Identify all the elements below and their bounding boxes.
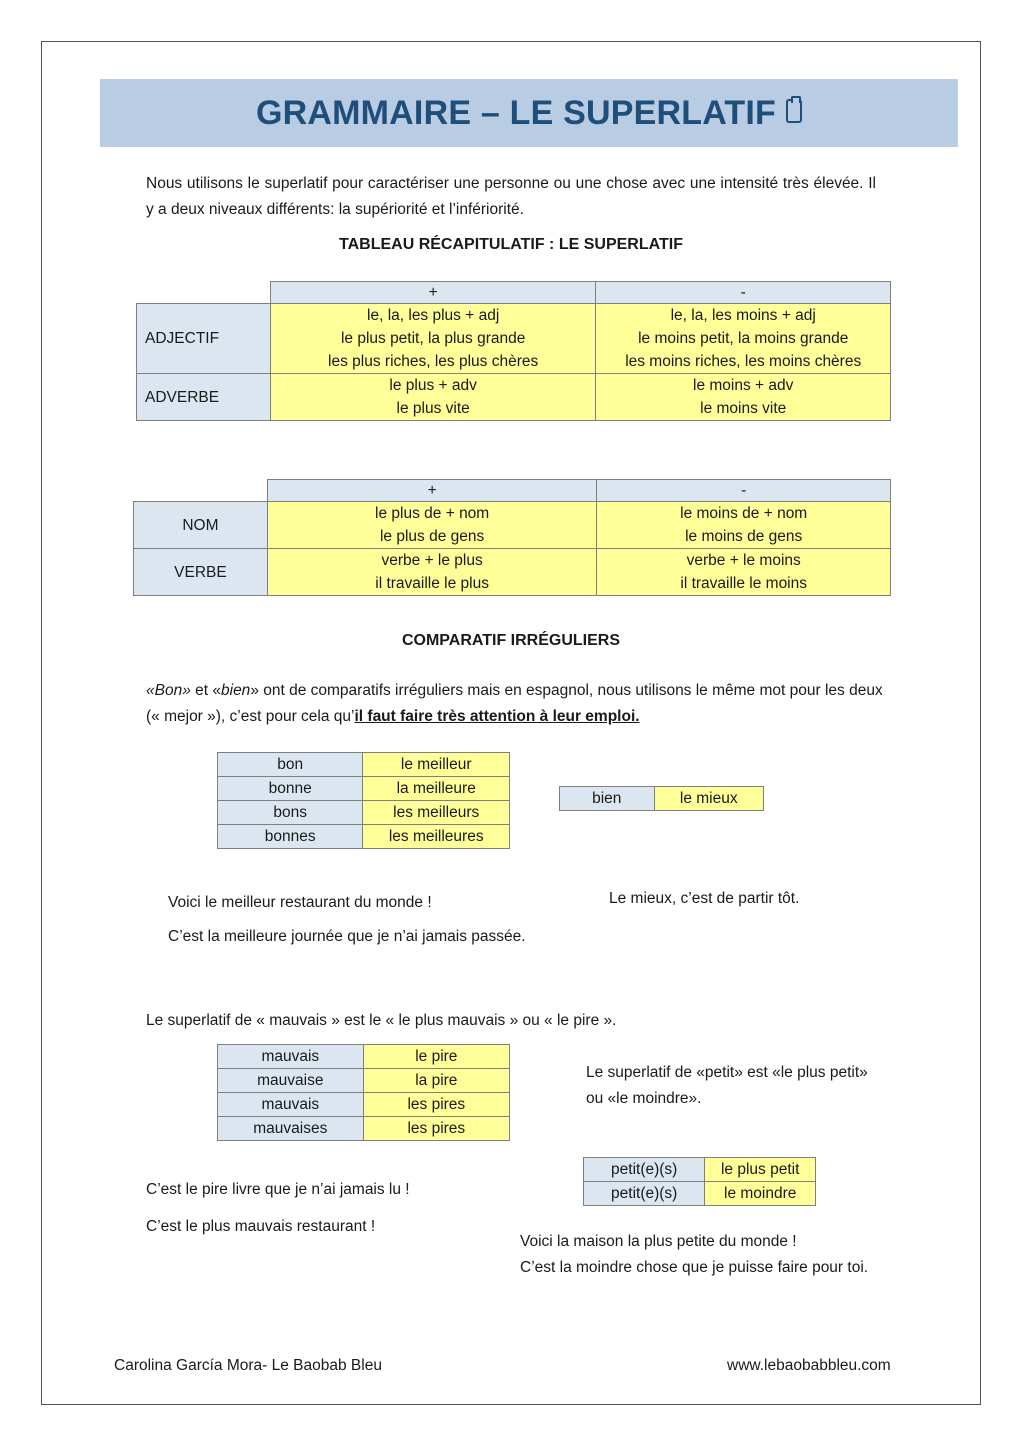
col-minus-header: - [596, 282, 891, 304]
irregular-paragraph: «Bon» et «bien» ont de comparatifs irréguliers mais en espagnol, nous utilisons le même mot pour les deux (« mejor »), c’est pour cela qu’il faut faire très attention à leur emploi. [146, 682, 883, 725]
table-row: mauvaise la pire [218, 1069, 510, 1093]
petit-intro: Le superlatif de «petit» est «le plus petit» ou «le moindre». [586, 1064, 868, 1107]
row-label-adjectif: ADJECTIF [137, 304, 271, 374]
empty-corner [137, 282, 271, 304]
verbe-minus-cell: verbe + le moins il travaille le moins [597, 549, 891, 596]
row-label-verbe: VERBE [134, 549, 268, 596]
petit-table [583, 1157, 816, 1206]
table-row: petit(e)(s) le plus petit [584, 1158, 816, 1182]
bon-table [217, 752, 510, 849]
nom-plus-cell: le plus de + nom le plus de gens [267, 502, 597, 549]
table-row [134, 549, 891, 596]
mauvais-table [217, 1044, 510, 1141]
verbe-plus-cell: verbe + le plus il travaille le plus [267, 549, 597, 596]
table-row: bonne la meilleure [218, 777, 510, 801]
col-plus-header: + [270, 282, 596, 304]
example-pire-2: C’est le plus mauvais restaurant ! [146, 1218, 376, 1235]
table-row [137, 374, 891, 421]
row-label-adverbe: ADVERBE [137, 374, 271, 421]
table-row: petit(e)(s) le moindre [584, 1182, 816, 1206]
title-banner [100, 79, 958, 147]
superlatif-table-adj-adv [136, 281, 891, 421]
word-bon: «Bon» [146, 682, 191, 699]
empty-corner [134, 480, 268, 502]
page-title: GRAMMAIRE – LE SUPERLATIF [255, 93, 777, 132]
adverbe-plus-cell: le plus + adv le plus vite [270, 374, 596, 421]
irregular-heading: COMPARATIF IRRÉGULIERS [401, 632, 621, 649]
table-row: mauvaises les pires [218, 1117, 510, 1141]
clipboard-icon [786, 99, 802, 123]
word-bien: bien [221, 682, 251, 699]
bien-table [559, 786, 764, 811]
table-row: mauvais le pire [218, 1045, 510, 1069]
nom-minus-cell: le moins de + nom le moins de gens [597, 502, 891, 549]
intro-paragraph: Nous utilisons le superlatif pour caractériser une personne ou une chose avec une intensité très élevée. Il y a deux niveaux différents: la supériorité et l’infériorité. [146, 175, 876, 218]
superlatif-table-nom-verbe [133, 479, 891, 596]
example-petit-2: C’est la moindre chose que je puisse faire pour toi. [520, 1259, 869, 1276]
footer-website: www.lebaobabbleu.com [727, 1357, 891, 1374]
example-meilleur-1: Voici le meilleur restaurant du monde ! [168, 894, 432, 911]
footer-author: Carolina García Mora- Le Baobab Bleu [114, 1357, 382, 1374]
emphasis-text: il faut faire très attention à leur emploi. [354, 708, 640, 725]
mauvais-intro: Le superlatif de « mauvais » est le « le plus mauvais » ou « le pire ». [146, 1012, 617, 1029]
row-label-nom: NOM [134, 502, 268, 549]
table-row: mauvais les pires [218, 1093, 510, 1117]
example-meilleur-2: C’est la meilleure journée que je n’ai jamais passée. [168, 928, 526, 945]
example-petit-1: Voici la maison la plus petite du monde ! [520, 1233, 797, 1250]
table1-heading: TABLEAU RÉCAPITULATIF : LE SUPERLATIF [339, 236, 683, 253]
table-row [137, 304, 891, 374]
adjectif-minus-cell: le, la, les moins + adj le moins petit, la moins grande les moins riches, les moins chères [596, 304, 891, 374]
adjectif-plus-cell: le, la, les plus + adj le plus petit, la plus grande les plus riches, les plus chères [270, 304, 596, 374]
example-mieux: Le mieux, c’est de partir tôt. [609, 890, 800, 907]
col-plus-header: + [267, 480, 597, 502]
table-row: bonnes les meilleures [218, 825, 510, 849]
example-pire-1: C’est le pire livre que je n’ai jamais lu ! [146, 1181, 410, 1198]
col-minus-header: - [597, 480, 891, 502]
table-row: bons les meilleurs [218, 801, 510, 825]
table-row: bon le meilleur [218, 753, 510, 777]
table-row [134, 502, 891, 549]
adverbe-minus-cell: le moins + adv le moins vite [596, 374, 891, 421]
table-row: bien le mieux [560, 787, 764, 811]
